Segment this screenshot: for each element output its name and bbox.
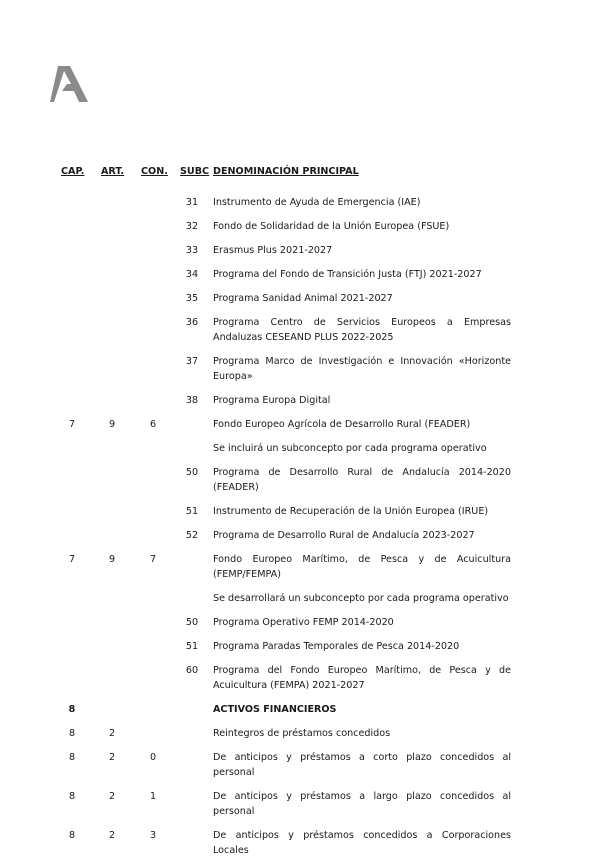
cell-art: 2 — [108, 727, 116, 739]
cell-denominacion: Fondo de Solidaridad de la Unión Europea (FSUE) — [213, 220, 450, 232]
table-row — [0, 823, 600, 862]
cell-denominacion: ACTIVOS FINANCIEROS — [213, 703, 337, 715]
cell-subc: 51 — [185, 640, 199, 652]
cell-subc: 50 — [185, 466, 199, 478]
cell-denominacion: Reintegros de préstamos concedidos — [213, 727, 391, 739]
table-row — [0, 586, 600, 610]
header-subc: SUBC — [180, 166, 210, 177]
cell-denominacion: Programa de Desarrollo Rural de Andalucía 2023-2027 — [213, 529, 475, 541]
header-art: ART. — [101, 166, 125, 177]
cell-denominacion: Instrumento de Ayuda de Emergencia (IAE) — [213, 196, 421, 208]
cell-denominacion: Programa Paradas Temporales de Pesca 2014-2020 — [213, 640, 460, 652]
table-row — [0, 658, 600, 697]
table-row — [0, 721, 600, 745]
cell-denominacion: De anticipos y préstamos concedidos a Corporaciones Locales — [213, 829, 511, 856]
cell-art: 2 — [108, 790, 116, 802]
cell-denominacion: De anticipos y préstamos a largo plazo concedidos al personal — [213, 790, 511, 817]
junta-andalucia-logo-icon — [50, 66, 90, 102]
cell-denominacion: Instrumento de Recuperación de la Unión Europea (IRUE) — [213, 505, 489, 517]
cell-denominacion: Programa Marco de Investigación e Innovación «Horizonte Europa» — [213, 355, 511, 382]
table-row — [0, 523, 600, 547]
cell-denominacion: Fondo Europeo Marítimo, de Pesca y de Acuicultura (FEMP/FEMPA) — [213, 553, 511, 580]
cell-denominacion: Programa del Fondo Europeo Marítimo, de Pesca y de Acuicultura (FEMPA) 2021-2027 — [213, 664, 511, 691]
cell-denominacion: Programa de Desarrollo Rural de Andalucía 2014-2020 (FEADER) — [213, 466, 511, 493]
table-row — [0, 349, 600, 388]
cell-con: 3 — [149, 829, 157, 841]
table-row — [0, 460, 600, 499]
cell-cap: 8 — [68, 790, 76, 802]
table-row — [0, 388, 600, 412]
header-denominacion: DENOMINACIÓN PRINCIPAL — [213, 166, 359, 177]
cell-subc: 32 — [185, 220, 199, 232]
table-row — [0, 697, 600, 721]
cell-art: 2 — [108, 751, 116, 763]
cell-denominacion: Programa Sanidad Animal 2021-2027 — [213, 292, 393, 304]
cell-subc: 33 — [185, 244, 199, 256]
header-cap: CAP. — [61, 166, 85, 177]
cell-subc: 51 — [185, 505, 199, 517]
cell-subc: 60 — [185, 664, 199, 676]
cell-subc: 50 — [185, 616, 199, 628]
table-row — [0, 436, 600, 460]
cell-con: 7 — [149, 553, 157, 565]
cell-con: 6 — [149, 418, 157, 430]
cell-cap: 8 — [68, 727, 76, 739]
cell-cap: 8 — [68, 829, 76, 841]
cell-subc: 38 — [185, 394, 199, 406]
table-row — [0, 745, 600, 784]
cell-art: 9 — [108, 553, 116, 565]
cell-cap: 7 — [68, 418, 76, 430]
table-row — [0, 214, 600, 238]
table-row — [0, 238, 600, 262]
cell-denominacion: Se incluirá un subconcepto por cada programa operativo — [213, 442, 487, 454]
table-row — [0, 634, 600, 658]
cell-art: 9 — [108, 418, 116, 430]
cell-cap: 8 — [68, 703, 76, 715]
cell-subc: 35 — [185, 292, 199, 304]
table-row — [0, 610, 600, 634]
cell-denominacion: Programa Centro de Servicios Europeos a Empresas Andaluzas CESEAND PLUS 2022-2025 — [213, 316, 511, 343]
cell-denominacion: Fondo Europeo Agrícola de Desarrollo Rural (FEADER) — [213, 418, 471, 430]
table-row — [0, 784, 600, 823]
cell-denominacion: Programa Europa Digital — [213, 394, 331, 406]
table-header — [0, 166, 600, 180]
table-row — [0, 499, 600, 523]
table-row — [0, 547, 600, 586]
cell-art: 2 — [108, 829, 116, 841]
budget-table-body — [0, 190, 600, 862]
header-con: CON. — [141, 166, 168, 177]
cell-cap: 7 — [68, 553, 76, 565]
cell-denominacion: Programa del Fondo de Transición Justa (FTJ) 2021-2027 — [213, 268, 482, 280]
cell-subc: 37 — [185, 355, 199, 367]
cell-con: 1 — [149, 790, 157, 802]
table-row — [0, 262, 600, 286]
cell-subc: 31 — [185, 196, 199, 208]
table-row — [0, 190, 600, 214]
cell-denominacion: Erasmus Plus 2021-2027 — [213, 244, 333, 256]
cell-denominacion: Se desarrollará un subconcepto por cada programa operativo — [213, 592, 509, 604]
cell-subc: 52 — [185, 529, 199, 541]
cell-con: 0 — [149, 751, 157, 763]
table-row — [0, 412, 600, 436]
table-row — [0, 310, 600, 349]
cell-cap: 8 — [68, 751, 76, 763]
cell-subc: 36 — [185, 316, 199, 328]
cell-denominacion: De anticipos y préstamos a corto plazo concedidos al personal — [213, 751, 511, 778]
table-row — [0, 286, 600, 310]
cell-subc: 34 — [185, 268, 199, 280]
cell-denominacion: Programa Operativo FEMP 2014-2020 — [213, 616, 394, 628]
